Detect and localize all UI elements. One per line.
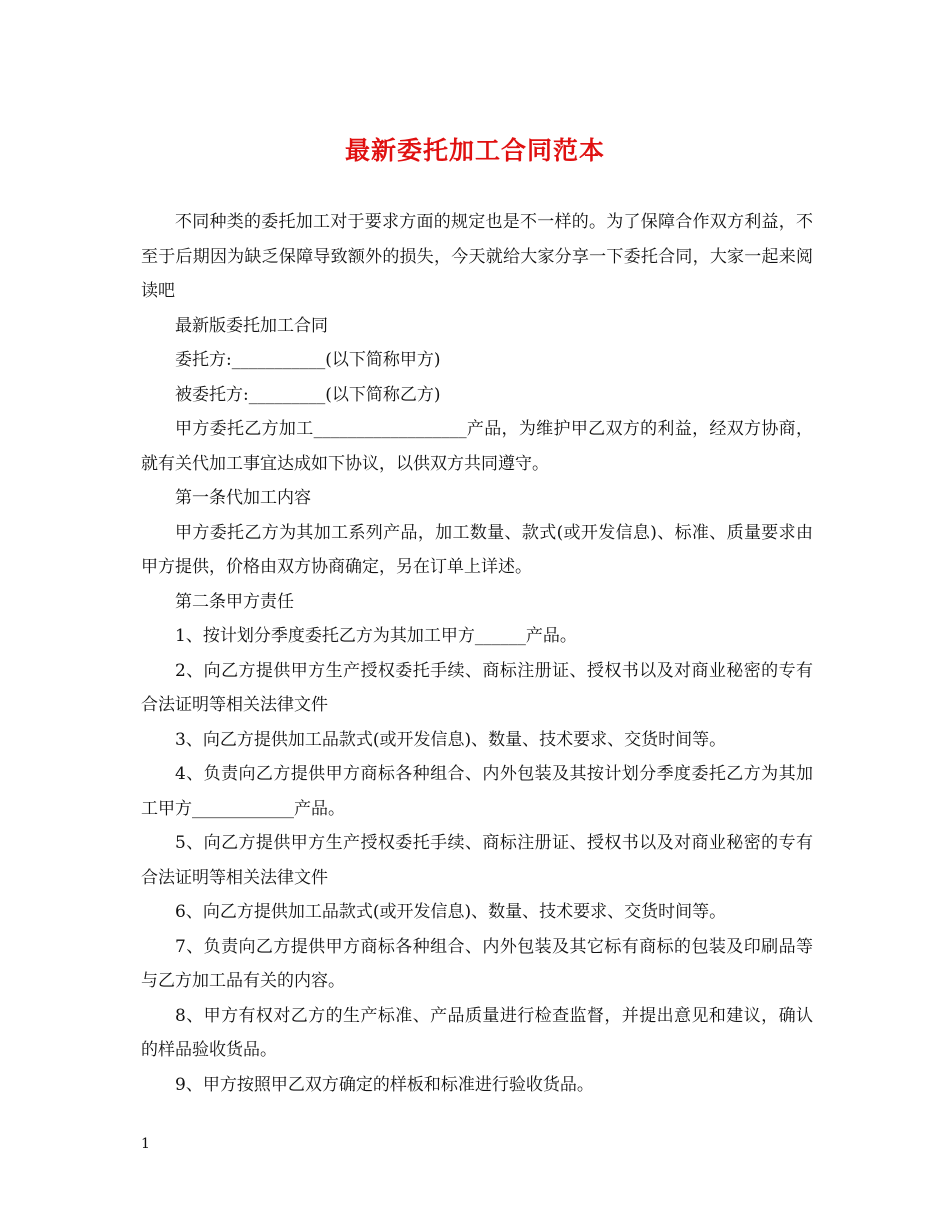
clause-6: 6、向乙方提供加工品款式(或开发信息)、数量、技术要求、交货时间等。	[175, 902, 727, 922]
clause-9: 9、甲方按照甲乙双方确定的样板和标准进行验收货品。	[175, 1074, 594, 1095]
clause-4: 4、负责向乙方提供甲方商标各种组合、内外包装及其按计划分季度委托乙方为其加工甲方____________产品。	[141, 764, 813, 819]
document-body	[141, 205, 813, 1102]
contract-heading: 最新版委托加工合同	[175, 315, 328, 336]
article-1-heading: 第一条代加工内容	[175, 488, 311, 508]
agreement-paragraph: 甲方委托乙方加工__________________产品，为维护甲乙双方的利益，经双方协商，就有关代加工事宜达成如下协议，以供双方共同遵守。	[141, 419, 813, 474]
clause-5: 5、向乙方提供甲方生产授权委托手续、商标注册证、授权书以及对商业秘密的专有合法证明等相关法律文件	[141, 833, 813, 888]
article-2-heading: 第二条甲方责任	[175, 591, 294, 612]
document-title: 最新委托加工合同范本	[344, 136, 605, 165]
article-1-content: 甲方委托乙方为其加工系列产品，加工数量、款式(或开发信息)、标准、质量要求由甲方提供，价格由双方协商确定，另在订单上详述。	[141, 522, 813, 577]
clause-2: 2、向乙方提供甲方生产授权委托手续、商标注册证、授权书以及对商业秘密的专有合法证明等相关法律文件	[141, 660, 813, 715]
clause-3: 3、向乙方提供加工品款式(或开发信息)、数量、技术要求、交货时间等。	[175, 729, 727, 750]
contractor-line: 被委托方:_________(以下简称乙方)	[175, 384, 441, 405]
page-number: 1	[141, 1136, 150, 1152]
clause-1: 1、按计划分季度委托乙方为其加工甲方______产品。	[175, 626, 577, 646]
clause-8: 8、甲方有权对乙方的生产标准、产品质量进行检查监督，并提出意见和建议，确认的样品验收货品。	[141, 1005, 813, 1060]
clause-7: 7、负责向乙方提供甲方商标各种组合、内外包装及其它标有商标的包装及印刷品等与乙方加工品有关的内容。	[141, 936, 813, 991]
intro-paragraph: 不同种类的委托加工对于要求方面的规定也是不一样的。为了保障合作双方利益，不至于后期因为缺乏保障导致额外的损失，今天就给大家分享一下委托合同，大家一起来阅读吧	[141, 212, 813, 301]
client-line: 委托方:___________(以下简称甲方)	[175, 350, 441, 370]
